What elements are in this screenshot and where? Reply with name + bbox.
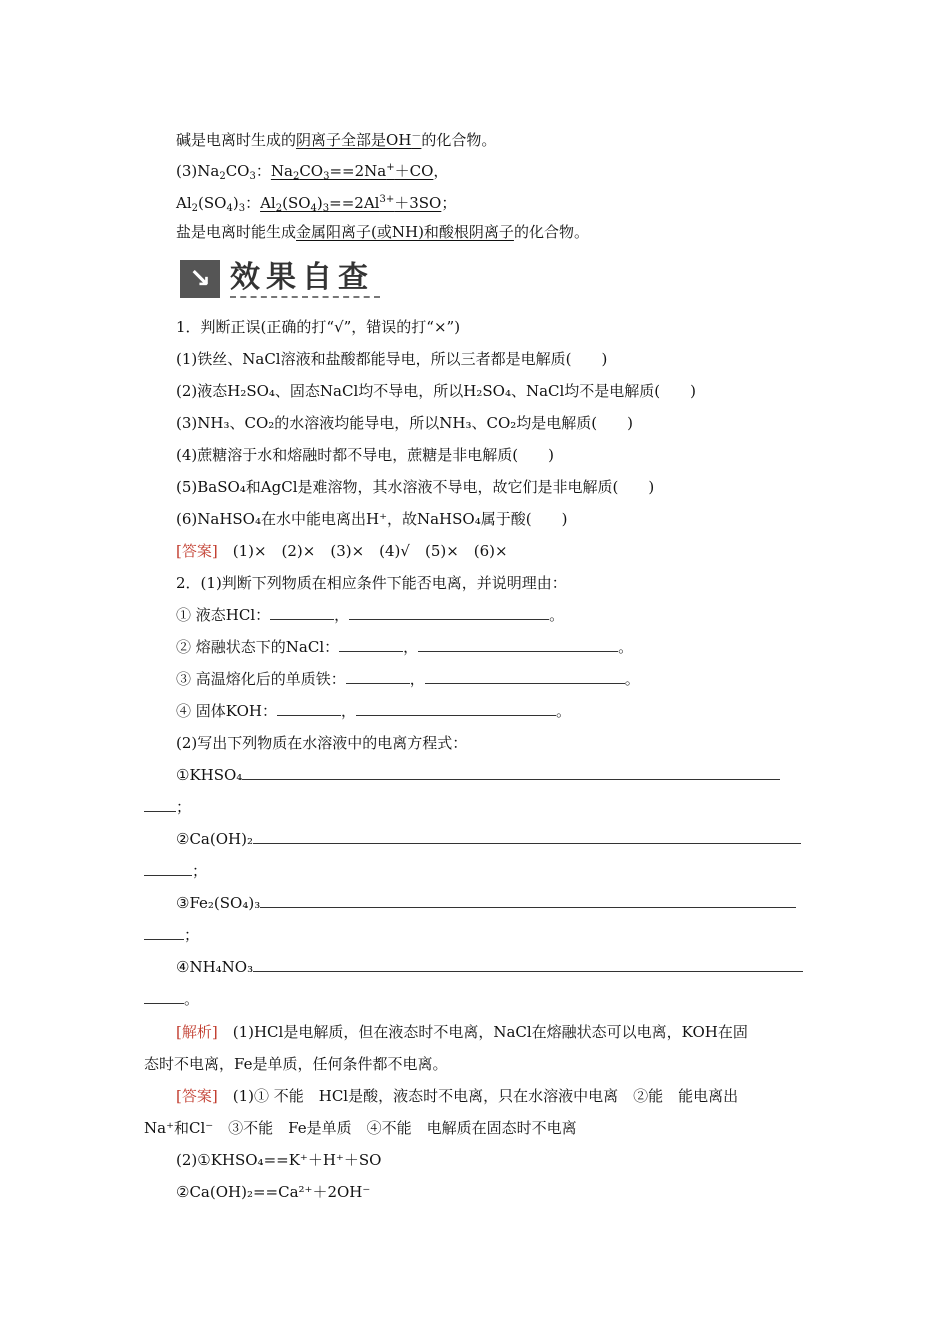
text: 3: [323, 171, 330, 182]
equation-line: [176, 892, 796, 914]
answer-tag: [答案]: [176, 542, 218, 560]
text: ，: [409, 670, 425, 688]
text: (1)① 不能 HCl是酸，液态时不电离，只在水溶液中电离 ②能 能电离出: [217, 1087, 739, 1105]
text: ② 熔融状态下的NaCl：: [176, 638, 340, 656]
text: 。: [624, 670, 640, 688]
q1-stem: 1．判断正误(正确的打“√”，错误的打“×”): [176, 318, 461, 336]
equation-blank[interactable]: [144, 924, 184, 940]
text: Al: [176, 194, 192, 212]
q1-item: (3)NH₃、CO₂的水溶液均能导电，所以NH₃、CO₂均是电解质( ): [176, 414, 633, 432]
q2-blank-item: [176, 668, 640, 690]
equation-line: [176, 828, 801, 850]
analysis-line: 态时不电离，Fe是单质，任何条件都不电离。: [144, 1055, 448, 1073]
equation-line-cont: [144, 860, 207, 882]
text: ，: [433, 162, 449, 180]
equation-blank[interactable]: [253, 828, 801, 844]
text: 。: [549, 606, 565, 624]
text: ① 液态HCl：: [176, 606, 271, 624]
text: 。: [618, 638, 634, 656]
text: (3)Na: [176, 162, 220, 180]
text: 4: [310, 203, 317, 214]
answer-text: (1)× (2)× (3)× (4)√ (5)× (6)×: [217, 542, 508, 560]
text: ；: [184, 926, 200, 944]
equation-line: [176, 764, 780, 786]
q1-item: (4)蔗糖溶于水和熔融时都不导电，蔗糖是非电解质( ): [176, 446, 554, 464]
base-definition: [176, 126, 496, 151]
equation-line-cont: [144, 796, 191, 818]
answer-blank[interactable]: [270, 604, 334, 620]
text: Na: [270, 162, 293, 180]
na2co3-equation: [176, 157, 448, 188]
equation-line-cont: [144, 924, 199, 946]
reason-blank[interactable]: [425, 668, 625, 684]
answer-line: Na⁺和Cl⁻ ③不能 Fe是单质 ④不能 电解质在固态时不电离: [144, 1119, 577, 1137]
na2co3-ionization: [271, 162, 434, 180]
text: (SO: [282, 194, 311, 212]
text: 2: [275, 203, 283, 214]
answer-tag: [答案]: [176, 1087, 218, 1105]
text: ：: [245, 194, 261, 212]
equation-line: [176, 956, 803, 978]
al2so43-ionization: [260, 194, 441, 212]
text: ): [232, 194, 239, 212]
text: 2: [219, 171, 226, 182]
analysis-tag: [解析]: [176, 1023, 218, 1041]
text: －: [411, 131, 422, 142]
text: ==2Na: [329, 162, 387, 180]
divider: [230, 296, 380, 298]
reason-blank[interactable]: [418, 636, 618, 652]
q1-item: (1)铁丝、NaCl溶液和盐酸都能导电，所以三者都是电解质( ): [176, 350, 608, 368]
q2-sub2-stem: (2)写出下列物质在水溶液中的电离方程式：: [176, 734, 468, 752]
equation-blank[interactable]: [242, 764, 780, 780]
text: 碱是电离时生成的: [176, 131, 297, 149]
text: 3+: [379, 194, 395, 205]
text: ；: [176, 798, 192, 816]
equation-blank[interactable]: [253, 956, 803, 972]
q2-stem: 2．(1)判断下列物质在相应条件下能否电离，并说明理由：: [176, 574, 567, 592]
text: ；: [192, 862, 208, 880]
text: ): [316, 194, 323, 212]
text: ①KHSO₄: [176, 766, 243, 784]
text: ＋CO: [394, 162, 434, 180]
equation-line-cont: [144, 988, 199, 1010]
arrow-icon: ↘: [180, 260, 220, 298]
base-key-phrase: [296, 131, 421, 149]
text: 3: [249, 171, 256, 182]
text: 的化合物。: [421, 131, 497, 149]
q2-blank-item: [176, 604, 564, 626]
text: 。: [555, 702, 571, 720]
text: 2: [191, 203, 199, 214]
text: CO: [299, 162, 324, 180]
text: ；: [441, 194, 457, 212]
q1-item: (5)BaSO₄和AgCl是难溶物，其水溶液不导电，故它们是非电解质( ): [176, 478, 655, 496]
text: 的化合物。: [513, 223, 589, 241]
text: 4: [226, 203, 233, 214]
text: 阴离子全部是OH: [296, 131, 412, 149]
answer-line: ②Ca(OH)₂==Ca²⁺＋2OH⁻: [176, 1183, 371, 1201]
text: ：: [255, 162, 271, 180]
answer-blank[interactable]: [277, 700, 341, 716]
answer-line: (2)①KHSO₄==K⁺＋H⁺＋SO: [176, 1151, 382, 1169]
q2-blank-item: [176, 636, 633, 658]
equation-blank[interactable]: [260, 892, 796, 908]
text: ③ 高温熔化后的单质铁：: [176, 670, 346, 688]
text: 3: [238, 203, 246, 214]
text: ，: [403, 638, 419, 656]
text: ④NH₄NO₃: [176, 958, 254, 976]
answer-blank[interactable]: [346, 668, 410, 684]
text: ，: [340, 702, 356, 720]
section-heading: [180, 260, 390, 300]
reason-blank[interactable]: [356, 700, 556, 716]
equation-blank[interactable]: [144, 796, 176, 812]
text: ③Fe₂(SO₄)₃: [176, 894, 261, 912]
q2-blank-item: [176, 700, 571, 722]
equation-blank[interactable]: [144, 988, 184, 1004]
text: (SO: [198, 194, 227, 212]
salt-key-phrase: 金属阳离子(或NH)和酸根阴离子: [296, 223, 514, 241]
analysis-line: [176, 1021, 748, 1043]
text: 盐是电离时能生成: [176, 223, 297, 241]
al2so43-equation: [176, 189, 456, 220]
equation-blank[interactable]: [144, 860, 192, 876]
text: CO: [225, 162, 250, 180]
answer-line: [176, 1085, 738, 1107]
text: ②Ca(OH)₂: [176, 830, 253, 848]
q1-item: (6)NaHSO₄在水中能电离出H⁺，故NaHSO₄属于酸( ): [176, 510, 568, 528]
text: ＋3SO: [394, 194, 442, 212]
q1-item: (2)液态H₂SO₄、固态NaCl均不导电，所以H₂SO₄、NaCl均不是电解质( ): [176, 382, 696, 400]
text: (1)HCl是电解质，但在液态时不电离，NaCl在熔融状态可以电离，KOH在固: [217, 1023, 748, 1041]
salt-definition: [176, 221, 589, 243]
text: 3: [322, 203, 330, 214]
text: 。: [184, 990, 200, 1008]
text: 2: [292, 171, 300, 182]
text: ，: [334, 606, 350, 624]
answer-blank[interactable]: [339, 636, 403, 652]
reason-blank[interactable]: [349, 604, 549, 620]
section-title: 效果自查: [230, 260, 374, 295]
q1-answer: [176, 540, 508, 562]
text: +: [386, 162, 395, 173]
text: Al: [260, 194, 276, 212]
text: ==2Al: [329, 194, 380, 212]
text: ④ 固体KOH：: [176, 702, 277, 720]
